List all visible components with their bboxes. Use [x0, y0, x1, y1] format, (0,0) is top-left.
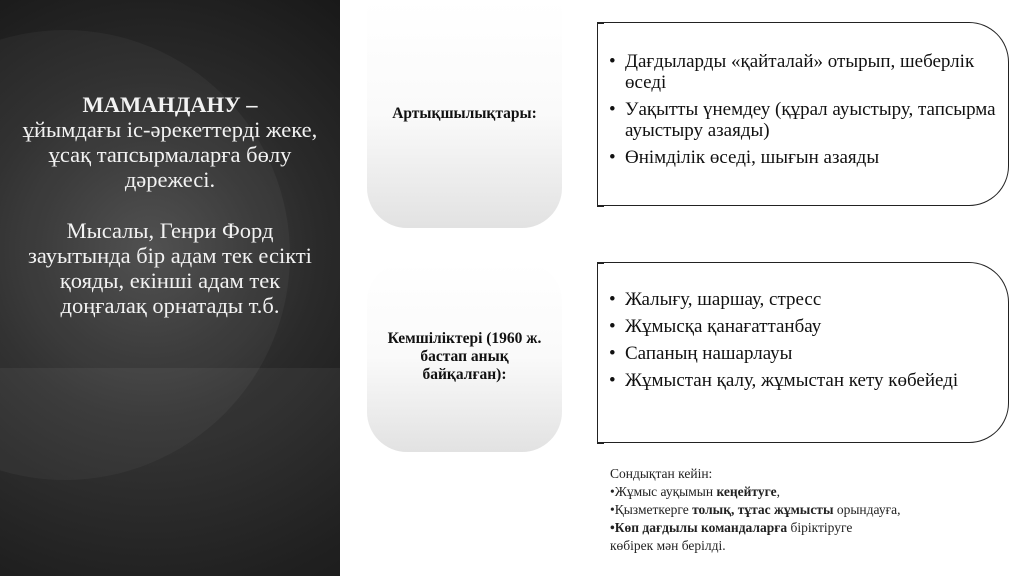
text-bold: •Көп дағдылы командаларға — [610, 520, 788, 535]
disadvantages-label: Кемшіліктері (1960 ж. бастап анық байқалған): — [387, 330, 542, 383]
definition: ұйымдағы іс-әрекеттерді жеке, ұсақ тапсырмаларға бөлу дәрежесі. — [22, 117, 318, 192]
note-line — [610, 483, 900, 501]
text-bold: толық, тұтас жұмысты — [692, 502, 834, 517]
list-item: • Жұмыстан қалу, жұмыстан кету көбейеді — [607, 370, 1008, 391]
decorative-band — [0, 368, 340, 576]
advantages-label: Артықшылықтары: — [392, 105, 537, 122]
list-item: • Жалығу, шаршау, стресс — [607, 289, 1008, 310]
list-item: • Жұмысқа қанағаттанбау — [607, 316, 1008, 337]
term-title: МАМАНДАНУ – — [82, 92, 258, 117]
left-panel — [0, 0, 340, 576]
text: біріктіруге — [787, 520, 853, 535]
example: Мысалы, Генри Форд зауытында бір адам тек есікті қояды, екінші адам тек доңғалақ орнатады т.б. — [28, 218, 312, 318]
text: орындауға, — [833, 502, 901, 517]
text-bold: кеңейтуге — [716, 484, 777, 499]
list-item: • Уақытты үнемдеу (құрал ауыстыру, тапсырма ауыстыру азаяды) — [607, 99, 1008, 141]
advantages-label-box — [367, 0, 562, 228]
list-item: • Дағдыларды «қайталай» отырып, шеберлік өседі — [607, 51, 1008, 93]
list-item: • Сапаның нашарлауы — [607, 343, 1008, 364]
text: •Жұмыс ауқымын — [610, 484, 717, 499]
definition-text — [20, 92, 320, 318]
note-line: көбірек мән берілді. — [610, 538, 726, 553]
disadvantages-label-box — [367, 262, 562, 452]
note-line — [610, 501, 900, 519]
note-heading: Сондықтан кейін: — [610, 466, 713, 481]
disadvantages-list-box — [597, 262, 1009, 443]
advantages-list-box — [597, 22, 1009, 206]
text: •Қызметкерге — [610, 502, 693, 517]
conclusion-note — [610, 465, 900, 555]
list-item: • Өнімділік өседі, шығын азаяды — [607, 147, 1008, 168]
note-line — [610, 519, 900, 537]
text: , — [776, 484, 780, 499]
